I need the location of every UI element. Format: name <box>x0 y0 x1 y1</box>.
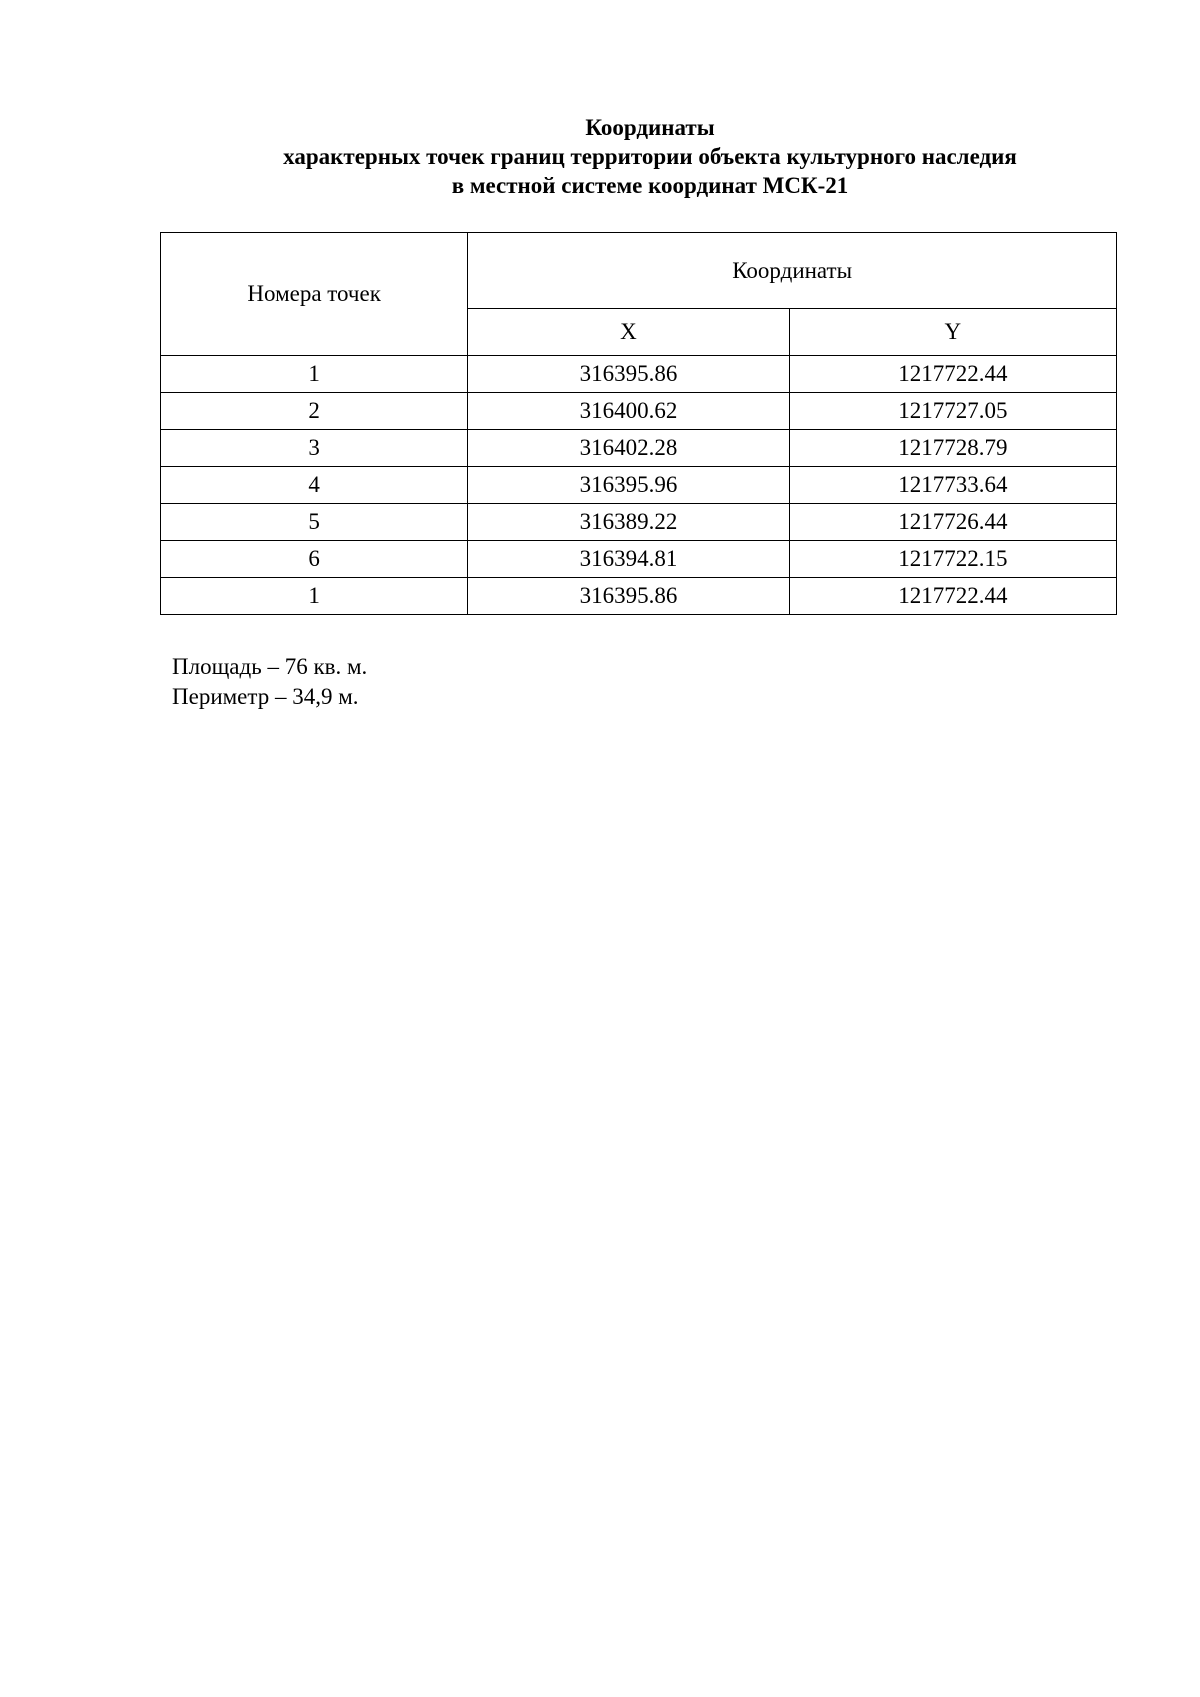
table-row <box>161 467 1117 504</box>
y-value: 1217726.44 <box>789 504 1116 541</box>
point-number: 5 <box>161 504 468 541</box>
x-value: 316394.81 <box>468 541 789 578</box>
point-number: 1 <box>161 578 468 615</box>
header-x: X <box>468 309 789 356</box>
coordinates-table <box>160 232 1117 615</box>
table-row <box>161 578 1117 615</box>
summary-block <box>172 652 367 712</box>
point-number: 4 <box>161 467 468 504</box>
x-value: 316395.96 <box>468 467 789 504</box>
x-value: 316395.86 <box>468 356 789 393</box>
header-coordinates: Координаты <box>468 233 1117 309</box>
x-value: 316389.22 <box>468 504 789 541</box>
header-y: Y <box>789 309 1116 356</box>
y-value: 1217733.64 <box>789 467 1116 504</box>
y-value: 1217722.15 <box>789 541 1116 578</box>
point-number: 1 <box>161 356 468 393</box>
table-row <box>161 393 1117 430</box>
y-value: 1217727.05 <box>789 393 1116 430</box>
x-value: 316400.62 <box>468 393 789 430</box>
x-value: 316395.86 <box>468 578 789 615</box>
point-number: 3 <box>161 430 468 467</box>
table-row <box>161 541 1117 578</box>
title-line-2: характерных точек границ территории объекта культурного наследия <box>283 144 1017 169</box>
area-text: Площадь – 76 кв. м. <box>172 654 368 679</box>
header-point-numbers: Номера точек <box>161 233 468 356</box>
y-value: 1217728.79 <box>789 430 1116 467</box>
point-number: 2 <box>161 393 468 430</box>
document-title <box>0 113 1200 200</box>
table-row <box>161 504 1117 541</box>
y-value: 1217722.44 <box>789 578 1116 615</box>
point-number: 6 <box>161 541 468 578</box>
perimeter-text: Периметр – 34,9 м. <box>172 684 359 709</box>
title-line-1: Координаты <box>585 115 715 140</box>
table-row <box>161 356 1117 393</box>
title-line-3: в местной системе координат МСК-21 <box>451 173 849 198</box>
y-value: 1217722.44 <box>789 356 1116 393</box>
x-value: 316402.28 <box>468 430 789 467</box>
table-row <box>161 430 1117 467</box>
